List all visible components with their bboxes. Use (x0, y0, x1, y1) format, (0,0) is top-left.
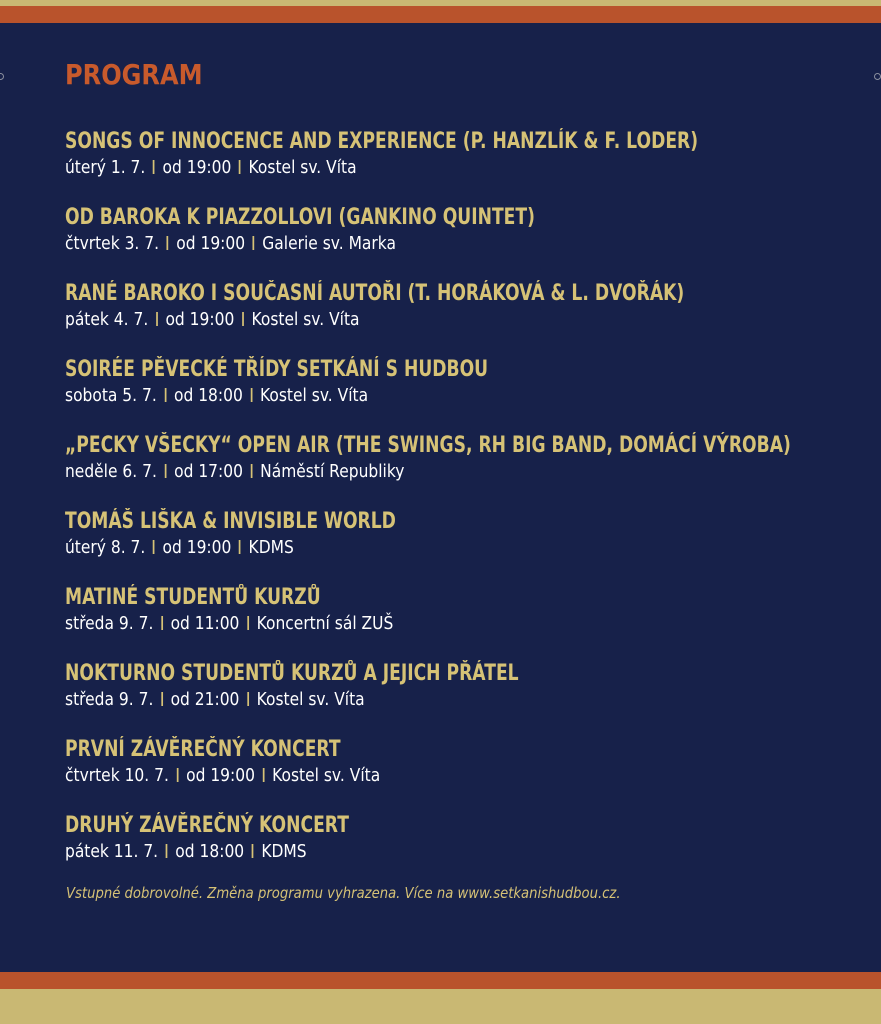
separator-bar (153, 160, 155, 174)
event-venue: Galerie sv. Marka (262, 233, 396, 254)
event-day: pátek 4. 7. (65, 309, 149, 330)
event-time: od 17:00 (174, 461, 243, 482)
event-title: „PECKY VŠECKY“ OPEN AIR (THE SWINGS, RH BIG BAND, DOMÁCÍ VÝROBA) (65, 433, 791, 458)
separator-bar (247, 692, 249, 706)
event-title: SOIRÉE PĚVECKÉ TŘÍDY SETKÁNÍ S HUDBOU (65, 357, 489, 382)
top-orange-band (0, 6, 881, 23)
separator-bar (251, 464, 253, 478)
separator-bar (153, 540, 155, 554)
separator-bar (165, 464, 167, 478)
event-day: úterý 8. 7. (65, 537, 146, 558)
program-heading: PROGRAM (65, 58, 203, 91)
event-time: od 19:00 (186, 765, 255, 786)
separator-bar (167, 236, 169, 250)
event-time: od 19:00 (176, 233, 246, 254)
separator-bar (263, 768, 265, 782)
event-item (65, 356, 865, 432)
event-info (65, 308, 753, 332)
event-title: NOKTURNO STUDENTŮ KURZŮ A JEJICH PŘÁTEL (65, 661, 519, 686)
separator-bar (161, 692, 163, 706)
event-info (65, 384, 753, 408)
event-venue: KDMS (248, 537, 294, 558)
event-item (65, 280, 865, 356)
event-venue: Kostel sv. Víta (260, 385, 369, 406)
event-info (65, 688, 753, 712)
separator-bar (161, 616, 163, 630)
event-venue: Koncertní sál ZUŠ (256, 613, 394, 634)
bottom-gold-band (0, 989, 881, 1024)
event-item (65, 660, 865, 736)
event-item (65, 736, 865, 812)
event-title: PRVNÍ ZÁVĚREČNÝ KONCERT (65, 737, 341, 762)
event-venue: Kostel sv. Víta (256, 689, 365, 710)
event-item (65, 128, 865, 204)
separator-bar (156, 312, 158, 326)
event-time: od 18:00 (175, 841, 245, 862)
event-time: od 19:00 (162, 157, 232, 178)
event-venue: Kostel sv. Víta (248, 157, 357, 178)
separator-bar (239, 540, 241, 554)
event-time: od 19:00 (162, 537, 232, 558)
event-day: středa 9. 7. (65, 689, 154, 710)
event-title: SONGS OF INNOCENCE AND EXPERIENCE (P. HANZLÍK & F. LODER) (65, 129, 699, 154)
separator-bar (165, 388, 167, 402)
event-item (65, 204, 865, 280)
event-title: TOMÁŠ LIŠKA & INVISIBLE WORLD (65, 509, 396, 534)
separator-bar (177, 768, 179, 782)
event-day: čtvrtek 3. 7. (65, 233, 160, 254)
event-item (65, 812, 865, 888)
event-info (65, 536, 753, 560)
separator-bar (247, 616, 249, 630)
event-title: DRUHÝ ZÁVĚREČNÝ KONCERT (65, 813, 349, 838)
separator-bar (242, 312, 244, 326)
event-day: neděle 6. 7. (65, 461, 157, 482)
event-time: od 11:00 (170, 613, 240, 634)
separator-bar (252, 844, 254, 858)
right-edge-dot-icon (874, 73, 881, 80)
event-time: od 18:00 (173, 385, 243, 406)
separator-bar (251, 388, 253, 402)
separator-bar (166, 844, 168, 858)
event-day: pátek 11. 7. (65, 841, 159, 862)
event-venue: KDMS (261, 841, 307, 862)
event-title: MATINÉ STUDENTŮ KURZŮ (65, 585, 321, 610)
separator-bar (253, 236, 255, 250)
event-venue: Kostel sv. Víta (272, 765, 381, 786)
event-item (65, 584, 865, 660)
event-time: od 19:00 (165, 309, 235, 330)
event-info (65, 764, 753, 788)
event-day: sobota 5. 7. (65, 385, 157, 406)
event-info (65, 612, 753, 636)
event-item (65, 432, 865, 508)
event-info (65, 460, 753, 484)
event-day: čtvrtek 10. 7. (65, 765, 169, 786)
event-venue: Kostel sv. Víta (251, 309, 360, 330)
event-info (65, 156, 753, 180)
event-day: středa 9. 7. (65, 613, 154, 634)
event-title: RANÉ BAROKO I SOUČASNÍ AUTOŘI (T. HORÁKOVÁ & L. DVOŘÁK) (65, 281, 685, 306)
event-title: OD BAROKA K PIAZZOLLOVI (GANKINO QUINTET) (65, 205, 535, 230)
event-day: úterý 1. 7. (65, 157, 146, 178)
bottom-orange-band (0, 972, 881, 989)
footer-note: Vstupné dobrovolné. Změna programu vyhrazena. Více na www.setkanishudbou.cz. (66, 884, 621, 902)
event-item (65, 508, 865, 584)
event-venue: Náměstí Republiky (260, 461, 405, 482)
separator-bar (239, 160, 241, 174)
event-time: od 21:00 (170, 689, 240, 710)
event-list (65, 128, 865, 888)
event-info (65, 840, 753, 864)
event-info (65, 232, 753, 256)
